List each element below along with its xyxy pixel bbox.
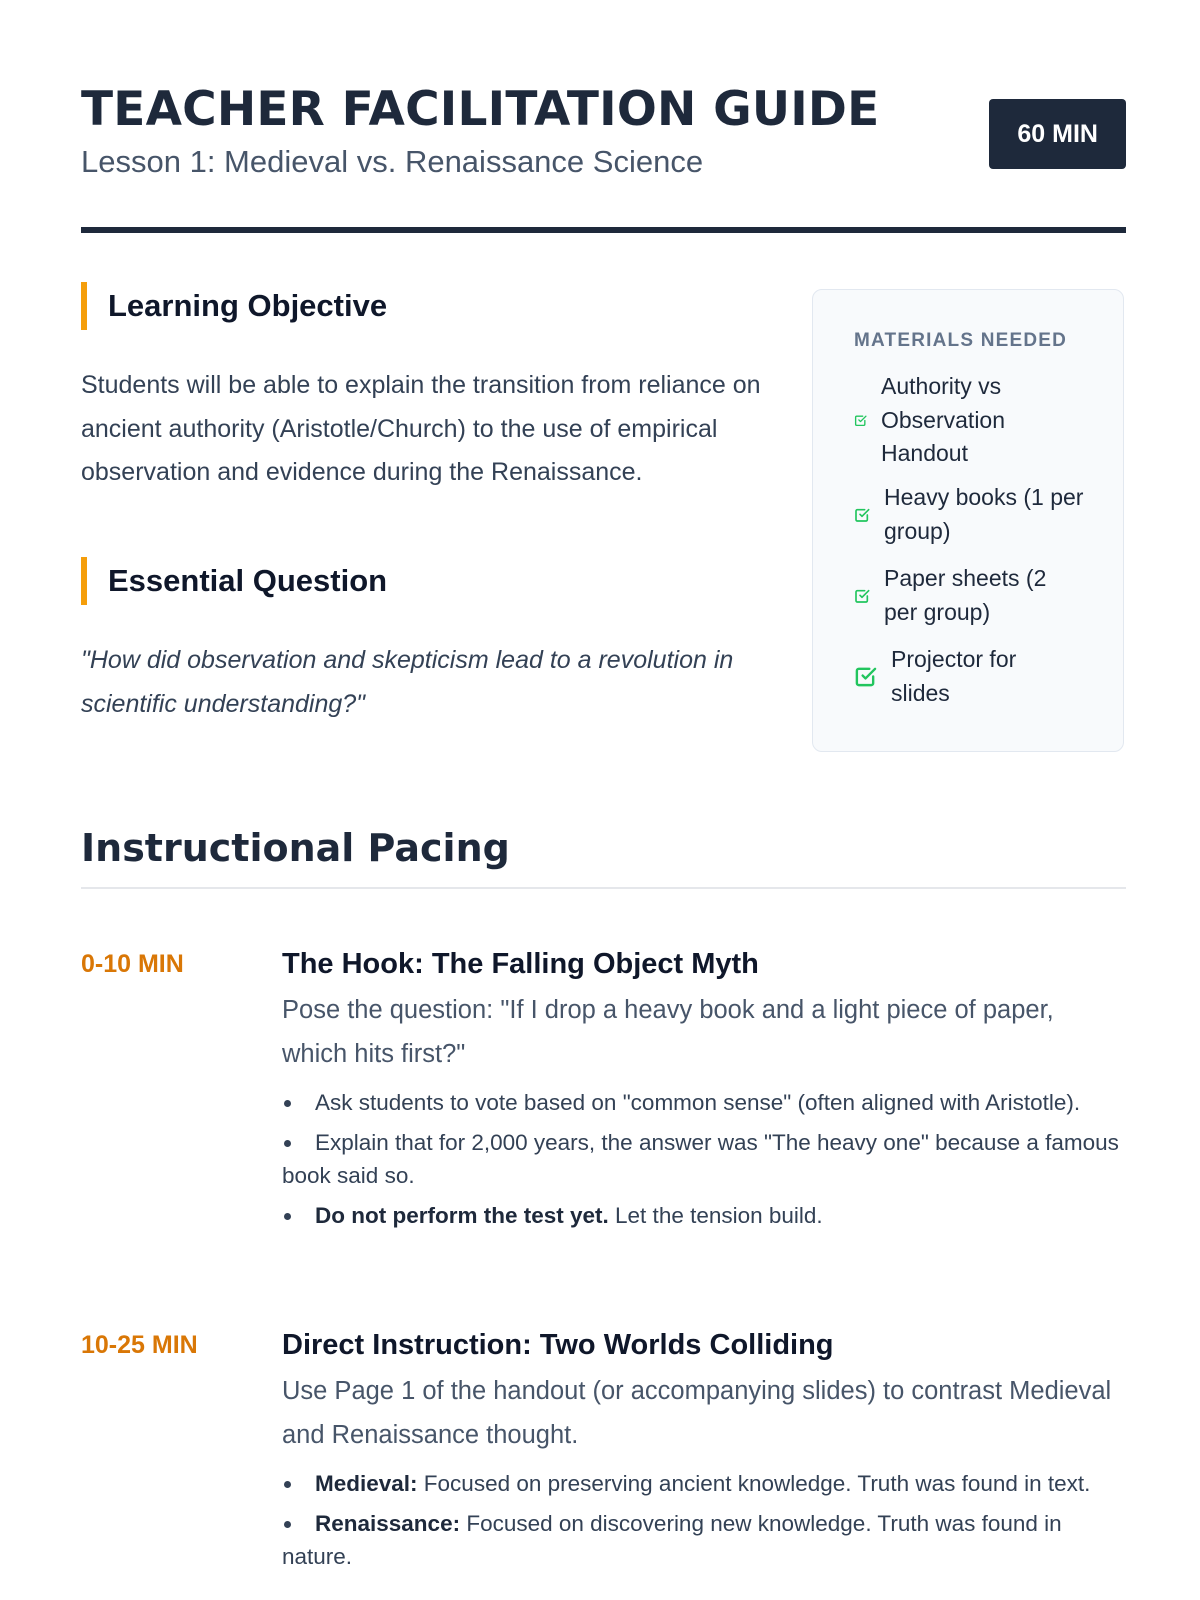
essential-question-text: "How did observation and skepticism lead to a revolution in scientific understanding?"	[81, 646, 734, 718]
pacing-block-description: Use Page 1 of the handout (or accompanying slides) to contrast Medieval and Renaissance thought.	[282, 1377, 1112, 1449]
bullet-item	[282, 1199, 1126, 1233]
bullet-text: Let the tension build.	[608, 1202, 823, 1228]
bullet-item	[282, 1507, 1126, 1574]
check-square-icon	[854, 507, 870, 523]
material-item-label: Projector for slides	[891, 646, 1017, 706]
pacing-title: Instructional Pacing	[81, 826, 510, 870]
bullet-dot	[284, 1100, 291, 1107]
header-divider	[81, 227, 1126, 233]
bullet-item	[282, 1467, 1126, 1501]
bullet-item	[282, 1126, 1126, 1193]
objective-text: Students will be able to explain the transition from reliance on ancient authority (Aristotle/Church) to the use of empirical observation and evidence during the Renaissance.	[81, 371, 761, 486]
material-item-label: Heavy books (1 per group)	[884, 484, 1084, 544]
lesson-subtitle: Lesson 1: Medieval vs. Renaissance Science	[81, 144, 704, 179]
bullet-dot	[284, 1140, 291, 1147]
bullet-text: Ask students to vote based on "common sense" (often aligned with Aristotle).	[315, 1090, 1081, 1115]
material-item	[854, 481, 1084, 548]
material-item	[854, 562, 1084, 629]
pacing-block-title: Direct Instruction: Two Worlds Colliding	[282, 1329, 834, 1361]
bullet-strong: Renaissance:	[315, 1510, 461, 1536]
material-item	[854, 370, 1051, 471]
bullet-dot	[284, 1481, 291, 1488]
duration-badge: 60 MIN	[989, 99, 1126, 169]
question-heading	[81, 557, 761, 605]
guide-header	[81, 78, 1126, 198]
pacing-divider	[81, 887, 1126, 889]
bullet-text: Focused on discovering new knowledge. Truth was found in nature.	[282, 1510, 1062, 1569]
question-accent-bar	[81, 557, 87, 605]
materials-label: MATERIALS NEEDED	[854, 330, 1068, 351]
check-square-icon	[854, 588, 870, 604]
pacing-block	[282, 945, 1126, 1238]
objective-heading	[81, 282, 761, 330]
pacing-bullet-list	[282, 1467, 1126, 1574]
bullet-item	[282, 1086, 1126, 1120]
pacing-block-title: The Hook: The Falling Object Myth	[282, 948, 759, 980]
check-square-icon	[854, 665, 877, 688]
material-item-label: Paper sheets (2 per group)	[884, 565, 1047, 625]
pacing-block	[282, 1326, 1126, 1580]
pacing-block-description: Pose the question: "If I drop a heavy book and a light piece of paper, which hits first?"	[282, 996, 1054, 1068]
pacing-bullet-list	[282, 1086, 1126, 1232]
check-square-icon	[854, 414, 867, 427]
material-item-label: Authority vs Observation Handout	[881, 373, 1006, 466]
bullet-strong: Do not perform the test yet.	[315, 1202, 609, 1228]
material-item	[854, 643, 1081, 710]
page-title: TEACHER FACILITATION GUIDE	[81, 82, 880, 137]
time-label: 10-25 MIN	[81, 1331, 198, 1359]
bullet-text: Explain that for 2,000 years, the answer was "The heavy one" because a famous book said so.	[282, 1129, 1119, 1188]
objective-accent-bar	[81, 282, 87, 330]
bullet-strong: Medieval:	[315, 1471, 418, 1496]
question-heading-text: Essential Question	[108, 563, 388, 598]
bullet-dot	[284, 1213, 291, 1220]
bullet-dot	[284, 1521, 291, 1528]
time-label: 0-10 MIN	[81, 950, 184, 978]
materials-panel	[812, 289, 1124, 752]
objective-heading-text: Learning Objective	[108, 288, 388, 323]
bullet-text: Focused on preserving ancient knowledge. Truth was found in text.	[417, 1471, 1091, 1496]
